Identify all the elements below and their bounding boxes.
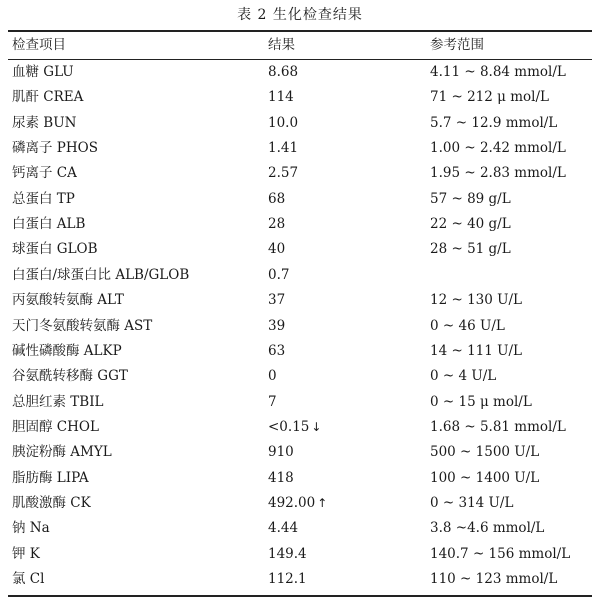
cell-result: [268, 390, 277, 414]
table-row: [0, 85, 600, 109]
cell-item: 肌酸激酶 CK: [12, 494, 91, 511]
cell-item: 钠 Na: [12, 520, 50, 537]
cell-range: 5.7 ~ 12.9 mmol/L: [430, 114, 558, 131]
cell-result-value: 0.7: [268, 266, 290, 283]
cell-result: [268, 364, 277, 388]
cell-item: 钙离子 CA: [12, 165, 77, 182]
cell-item: 钾 K: [12, 545, 40, 562]
cell-result-value: 112.1: [268, 571, 307, 587]
table-row: [0, 187, 600, 211]
header-range: 参考范围: [430, 37, 484, 53]
cell-result-value: <0.15: [268, 418, 310, 435]
cell-result-value: 63: [268, 342, 286, 359]
cell-result-value: 910: [268, 444, 294, 461]
cell-result-value: 4.44: [268, 520, 299, 537]
cell-result: [268, 237, 285, 261]
table-row: [0, 136, 600, 160]
table-row: [0, 542, 600, 566]
cell-range: 0 ~ 4 U/L: [430, 368, 497, 385]
cell-result: [268, 440, 294, 464]
cell-item: 氯 Cl: [12, 571, 45, 587]
table-caption: 表 2 生化检查结果: [237, 7, 363, 23]
cell-result-value: 149.4: [268, 545, 307, 562]
cell-item: 碱性磷酸酶 ALKP: [12, 342, 122, 359]
cell-result-value: 114: [268, 89, 294, 106]
cell-result: [268, 60, 298, 84]
table-row: [0, 60, 600, 84]
cell-item: 天门冬氨酸转氨酶 AST: [12, 317, 153, 334]
cell-item: 谷氨酰转移酶 GGT: [12, 368, 128, 385]
cell-result: [268, 542, 307, 566]
cell-item: 总胆红素 TBIL: [12, 393, 104, 410]
cell-range: 57 ~ 89 g/L: [430, 190, 511, 207]
cell-result: [268, 263, 289, 287]
arrow-down-icon: ↓: [311, 419, 322, 434]
cell-range: 0 ~ 15 μ mol/L: [430, 393, 532, 410]
cell-range: 12 ~ 130 U/L: [430, 292, 523, 309]
cell-result-value: 39: [268, 317, 286, 334]
table-row: [0, 339, 600, 363]
cell-result: [268, 111, 298, 135]
cell-result-value: 492.00: [268, 494, 316, 511]
cell-range: 110 ~ 123 mmol/L: [430, 571, 558, 587]
cell-result: [268, 466, 294, 490]
table-row: [0, 440, 600, 464]
cell-result-value: 28: [268, 216, 286, 233]
cell-range: 0 ~ 314 U/L: [430, 494, 514, 511]
cell-result: [268, 339, 285, 363]
cell-result: [268, 415, 321, 439]
table-row: [0, 288, 600, 312]
cell-item: 球蛋白 GLOB: [12, 241, 98, 258]
cell-range: 500 ~ 1500 U/L: [430, 444, 540, 461]
cell-result: [268, 136, 298, 160]
cell-item: 白蛋白 ALB: [12, 216, 86, 233]
cell-range: 0 ~ 46 U/L: [430, 317, 505, 334]
cell-item: 白蛋白/球蛋白比 ALB/GLOB: [12, 266, 190, 283]
cell-range: 71 ~ 212 μ mol/L: [430, 89, 549, 106]
cell-result: [268, 187, 285, 211]
cell-item: 肌酐 CREA: [12, 89, 84, 106]
table-bottom-rule: [8, 595, 592, 597]
cell-result-value: 0: [268, 368, 277, 385]
table-row: [0, 516, 600, 540]
table-row: [0, 111, 600, 135]
cell-item: 胰淀粉酶 AMYL: [12, 444, 112, 461]
table-row: [0, 491, 600, 515]
cell-result: [268, 314, 285, 338]
table-row: [0, 415, 600, 439]
cell-item: 血糖 GLU: [12, 64, 74, 80]
cell-range: 3.8 ~4.6 mmol/L: [430, 520, 545, 537]
cell-result: [268, 491, 327, 515]
cell-result: [268, 567, 307, 591]
cell-item: 总蛋白 TP: [12, 190, 75, 207]
table-row: [0, 567, 600, 591]
cell-item: 磷离子 PHOS: [12, 140, 98, 157]
cell-result-value: 7: [268, 393, 277, 410]
cell-range: 22 ~ 40 g/L: [430, 216, 511, 233]
table-row: [0, 364, 600, 388]
cell-result-value: 8.68: [268, 64, 299, 80]
cell-range: 1.00 ~ 2.42 mmol/L: [430, 140, 566, 157]
cell-result-value: 37: [268, 292, 286, 309]
cell-result: [268, 516, 298, 540]
table-row: [0, 212, 600, 236]
table-row: [0, 263, 600, 287]
table-row: [0, 466, 600, 490]
arrow-up-icon: ↑: [317, 495, 328, 510]
cell-result-value: 418: [268, 469, 294, 486]
header-item: 检查项目: [12, 37, 66, 53]
cell-range: 140.7 ~ 156 mmol/L: [430, 545, 571, 562]
cell-item: 丙氨酸转氨酶 ALT: [12, 292, 124, 309]
table-row: [0, 237, 600, 261]
table-row: [0, 390, 600, 414]
cell-range: 1.68 ~ 5.81 mmol/L: [430, 418, 566, 435]
cell-result-value: 40: [268, 241, 286, 258]
cell-result: [268, 212, 285, 236]
cell-range: 100 ~ 1400 U/L: [430, 469, 540, 486]
cell-result: [268, 161, 298, 185]
cell-range: 1.95 ~ 2.83 mmol/L: [430, 165, 566, 182]
cell-result-value: 2.57: [268, 165, 299, 182]
cell-result-value: 68: [268, 190, 286, 207]
cell-item: 脂肪酶 LIPA: [12, 469, 89, 486]
cell-range: 4.11 ~ 8.84 mmol/L: [430, 64, 566, 80]
cell-range: 14 ~ 111 U/L: [430, 342, 523, 359]
cell-result: [268, 85, 294, 109]
table-header-row: [0, 32, 600, 58]
cell-result-value: 1.41: [268, 140, 299, 157]
cell-result: [268, 288, 285, 312]
table-row: [0, 161, 600, 185]
table-row: [0, 314, 600, 338]
cell-item: 胆固醇 CHOL: [12, 418, 99, 435]
cell-result-value: 10.0: [268, 114, 299, 131]
cell-item: 尿素 BUN: [12, 114, 77, 131]
header-result: 结果: [268, 37, 295, 53]
cell-range: 28 ~ 51 g/L: [430, 241, 511, 258]
